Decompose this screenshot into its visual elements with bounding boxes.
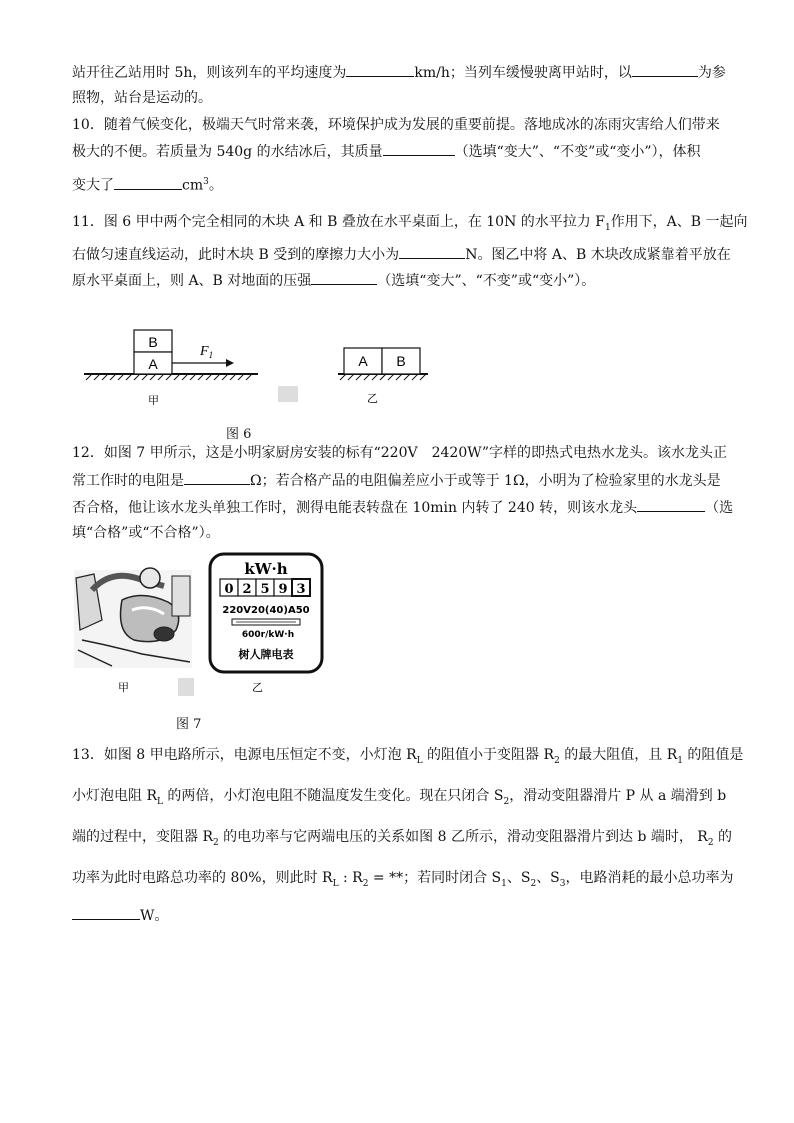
figure-7-caption: 图 7 (176, 717, 202, 732)
figure-6-caption: 图 6 (226, 427, 252, 442)
q11-line-1: 11．图 6 甲中两个完全相同的木块 A 和 B 叠放在水平桌面上，在 10N 的水平拉力 $F_1$作用下，A、B 一起向 (72, 214, 748, 233)
q12-line-3: 否合格，他让该水龙头单独工作时，测得电能表转盘在 10min 内转了 240 转，则该水龙头 （选 (72, 497, 733, 518)
answer-blank[interactable] (311, 270, 377, 285)
q12-line-1: 12．如图 7 甲所示，这是小明家厨房安装的标有“220V 2420W”字样的即热式电热水龙头。该水龙头正 (72, 445, 728, 461)
meter-digit: 3 (296, 582, 306, 597)
force-label: $F_1$ (200, 344, 214, 360)
q13-line-1: 13．如图 8 甲电路所示，电源电压恒定不变，小灯泡 $R_L$ 的阻值小于变阻器 $R_2$ 的最大阻值，且 $R_1$ 的阻值是 (72, 747, 744, 766)
q12-line-4: 填“合格”或“不合格”）。 (72, 525, 220, 541)
answer-blank[interactable] (632, 62, 698, 77)
q13-line-3: 端的过程中，变阻器 $R_2$ 的电功率与它两端电压的关系如图 8 乙所示，滑动变阻器滑片到达 b 端时， $R_2$ 的 (72, 829, 733, 848)
answer-blank[interactable] (114, 175, 182, 190)
q10-line-2: 极大的不便。若质量为 540g 的水结冰后，其质量 （选填“变大”、“不变”或“变小”），体积 (72, 141, 701, 162)
blurred-mark (278, 386, 298, 402)
block-b-label: B (148, 334, 158, 350)
fig6-label-left: 甲 (148, 394, 159, 407)
meter-digits (220, 579, 310, 597)
meter-digit: 0 (224, 582, 234, 597)
meter-digit: 5 (260, 582, 270, 597)
q10-line-1: 10．随着气候变化，极端天气时常来袭，环境保护成为发展的重要前提。落地成冰的冻雨灾害给人们带来 (72, 117, 720, 133)
figure-6-diagram (78, 318, 438, 418)
q11-line-2: 右做匀速直线运动，此时木块 B 受到的摩擦力大小为 N。图乙中将 A、B 木块改成紧靠着平放在 (72, 244, 731, 265)
block-a-label: A (148, 356, 158, 372)
q11-line-3: 原水平桌面上，则 A、B 对地面的压强 （选填“变大”、“不变”或“变小”）。 (72, 270, 595, 291)
meter-digit: 2 (242, 582, 252, 597)
figure-7-diagram (72, 550, 332, 700)
answer-blank[interactable] (346, 62, 414, 77)
meter-rate: 600r/kW·h (241, 630, 295, 640)
q13-line-2: 小灯泡电阻 $R_L$ 的两倍，小灯泡电阻不随温度发生变化。现在只闭合 $S_2$，滑动变阻器滑片 P 从 a 端滑到 b (72, 788, 727, 807)
blurred-mark (178, 678, 194, 696)
faucet-photo (74, 568, 192, 668)
block-b-flat-label: B (396, 353, 406, 369)
answer-blank[interactable] (184, 470, 250, 485)
q13-line-5: W。 (72, 905, 168, 926)
fig7-label-left: 甲 (118, 681, 129, 694)
answer-blank[interactable] (72, 905, 140, 920)
fig6-label-right: 乙 (367, 392, 378, 405)
meter-unit: kW·h (244, 560, 288, 578)
meter-brand: 树人牌电表 (238, 648, 294, 661)
force-arrow-head (226, 359, 234, 367)
q9-line-2: 照物，站台是运动的。 (72, 90, 212, 106)
answer-blank[interactable] (399, 244, 465, 259)
block-a-flat-label: A (358, 353, 368, 369)
q13-line-4: 功率为此时电路总功率的 80%，则此时 $R_L$ : $R_2$ = **；若同时闭合 $S_1$、$S_2$、$S_3$，电路消耗的最小总功率为 (72, 870, 734, 889)
answer-blank[interactable] (637, 497, 705, 512)
meter-digit: 9 (278, 582, 288, 597)
q12-line-2: 常工作时的电阻是 Ω；若合格产品的电阻偏差应小于或等于 1Ω，小明为了检验家里的水龙头是 (72, 470, 721, 491)
fig7-label-right: 乙 (252, 681, 263, 694)
answer-blank[interactable] (383, 141, 455, 156)
meter-spec: 220V20(40)A50 (222, 605, 310, 616)
q9-line-1: 站开往乙站用时 5h，则该列车的平均速度为 km/h；当列车缓慢驶离甲站时，以 为参 (72, 62, 726, 83)
q10-line-3: 变大了 $cm^3$。 (72, 172, 223, 196)
